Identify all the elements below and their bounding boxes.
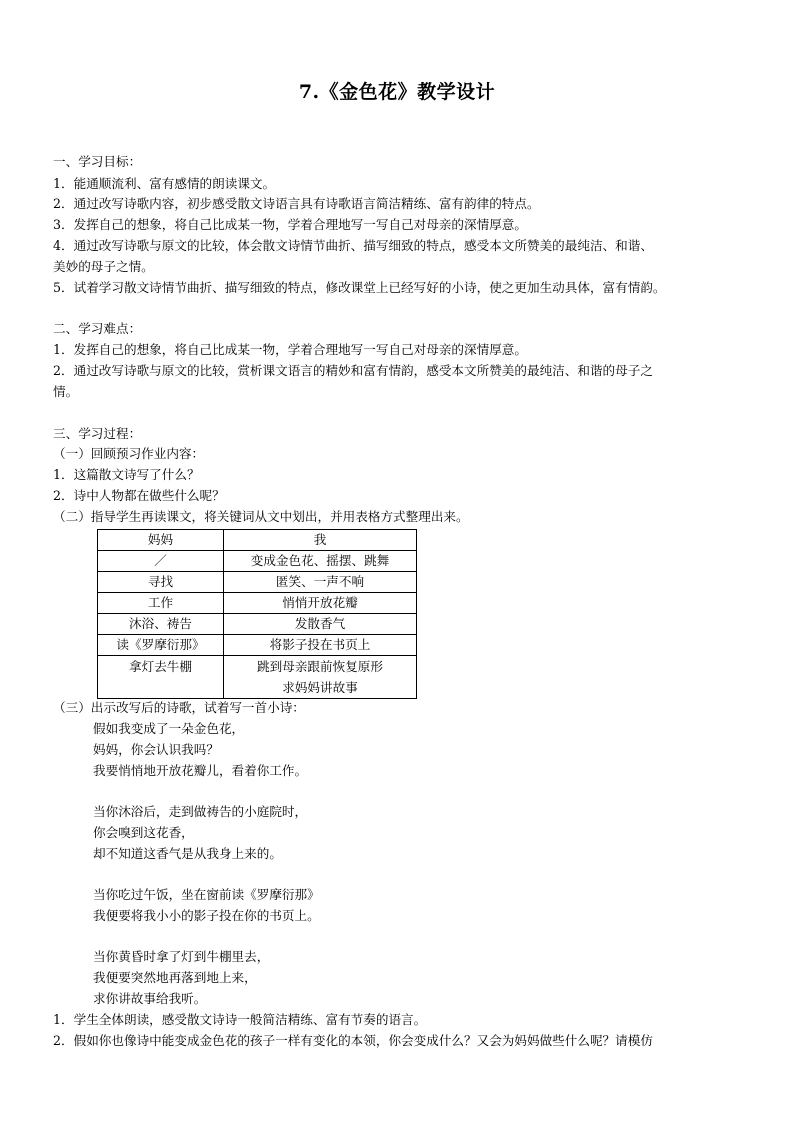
task-item: 2．假如你也像诗中能变成金色花的孩子一样有变化的本领，你会变成什么？又会为妈妈做些什么呢？请模仿	[53, 1033, 653, 1048]
objective-item: 5．试着学习散文诗情节曲折、描写细致的特点，修改课堂上已经写好的小诗，使之更加生动具体，富有情韵。	[53, 280, 666, 295]
difficulty-item: 1．发挥自己的想象，将自己比成某一物，学着合理地写一写自己对母亲的深情厚意。	[53, 342, 527, 357]
objective-item-continued: 美妙的母子之情。	[53, 259, 154, 274]
table-cell: 匿笑、一声不响	[224, 572, 417, 593]
objective-item: 4．通过改写诗歌与原文的比较，体会散文诗情节曲折、描写细致的特点，感受本文所赞美的最纯洁、和谐、	[53, 238, 653, 253]
subsection-poem: （三）出示改写后的诗歌，试着写一首小诗：	[53, 700, 305, 715]
table-row	[98, 656, 417, 699]
table-cell: 工作	[98, 593, 224, 614]
subsection-reread: （二）指导学生再读课文，将关键词从文中划出，并用表格方式整理出来。	[53, 509, 469, 524]
table-cell: 拿灯去牛棚	[98, 656, 224, 699]
table-cell-line: 跳到母亲跟前恢复原形	[257, 659, 383, 674]
table-row	[98, 572, 417, 593]
table-cell: 将影子投在书页上	[224, 635, 417, 656]
table-cell: 变成金色花、摇摆、跳舞	[224, 551, 417, 572]
poem-line: 当你沐浴后，走到做祷告的小庭院时，	[93, 804, 308, 819]
objective-item: 2．通过改写诗歌内容，初步感受散文诗语言具有诗歌语言简洁精练、富有韵律的特点。	[53, 196, 540, 211]
poem-line: 我便要将我小小的影子投在你的书页上。	[93, 908, 320, 923]
difficulty-item-continued: 情。	[53, 384, 79, 399]
subsection-review: （一）回顾预习作业内容：	[53, 446, 205, 461]
poem-line: 我要悄悄地开放花瓣儿，看着你工作。	[93, 763, 308, 778]
table-cell: ／	[98, 551, 224, 572]
table-cell: 悄悄开放花瓣	[224, 593, 417, 614]
poem-line: 你会嗅到这花香，	[93, 825, 194, 840]
document-title: 7.《金色花》教学设计	[298, 81, 496, 103]
table-row	[98, 614, 417, 635]
keyword-table	[97, 529, 417, 699]
poem-line: 妈妈，你会认识我吗？	[93, 742, 219, 757]
poem-line: 求你讲故事给我听。	[93, 991, 207, 1006]
table-row	[98, 593, 417, 614]
section-heading-objectives: 一、学习目标：	[53, 154, 142, 169]
table-cell: 寻找	[98, 572, 224, 593]
table-header: 妈妈	[98, 530, 224, 551]
table-cell-multiline	[224, 656, 417, 699]
section-heading-difficulties: 二、学习难点：	[53, 321, 142, 336]
table-cell: 发散香气	[224, 614, 417, 635]
poem-line: 当你黄昏时拿了灯到牛棚里去，	[93, 949, 270, 964]
table-cell-line: 求妈妈讲故事	[282, 680, 358, 695]
table-cell: 沐浴、祷告	[98, 614, 224, 635]
question-item: 2．诗中人物都在做些什么呢？	[53, 488, 225, 503]
table-cell: 读《罗摩衍那》	[98, 635, 224, 656]
section-heading-process: 三、学习过程：	[53, 426, 142, 441]
table-header: 我	[224, 530, 417, 551]
difficulty-item: 2．通过改写诗歌与原文的比较，赏析课文语言的精妙和富有情韵，感受本文所赞美的最纯洁、和谐的母子之	[53, 363, 653, 378]
objective-item: 3．发挥自己的想象，将自己比成某一物，学着合理地写一写自己对母亲的深情厚意。	[53, 217, 527, 232]
table-row	[98, 635, 417, 656]
question-item: 1．这篇散文诗写了什么？	[53, 467, 200, 482]
table-row	[98, 551, 417, 572]
poem-line: 却不知道这香气是从我身上来的。	[93, 846, 282, 861]
poem-line: 我便要突然地再落到地上来，	[93, 970, 257, 985]
objective-item: 1．能通顺流利、富有感情的朗读课文。	[53, 176, 276, 191]
task-item: 1．学生全体朗读，感受散文诗诗一般简洁精练、富有节奏的语言。	[53, 1012, 427, 1027]
poem-line: 假如我变成了一朵金色花，	[93, 721, 245, 736]
poem-line: 当你吃过午饭，坐在窗前读《罗摩衍那》	[93, 887, 320, 902]
table-header-row	[98, 530, 417, 551]
